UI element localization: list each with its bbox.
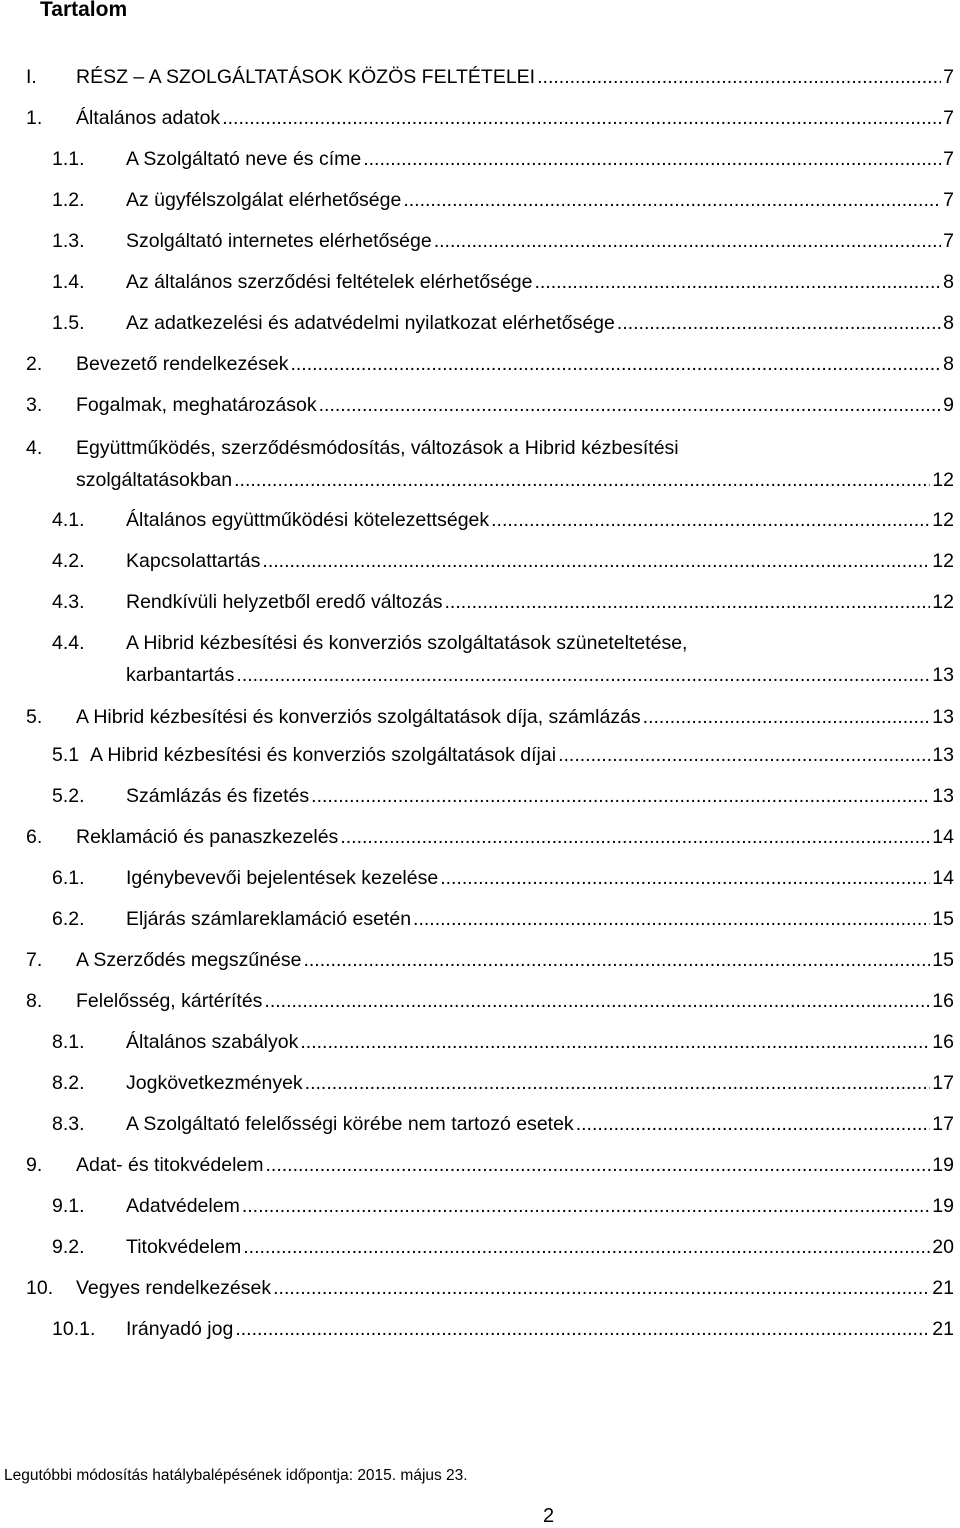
dot-leader: [643, 697, 931, 738]
toc-entry[interactable]: [26, 139, 954, 180]
dot-leader: [300, 1022, 930, 1063]
footer-note: Legutóbbi módosítás hatálybalépésének időpontja: 2015. május 23.: [4, 1467, 468, 1484]
toc-entry-title: Felelősség, kártérítés: [76, 990, 263, 1012]
toc-entry[interactable]: [26, 899, 954, 940]
toc-entry-title: A Hibrid kézbesítési és konverziós szolgáltatások díja, számlázás: [76, 706, 641, 728]
page-title: Tartalom: [40, 0, 128, 21]
dot-leader: [491, 500, 930, 541]
toc-entry-number: 6.1.: [52, 867, 85, 889]
toc-entry[interactable]: [26, 428, 954, 498]
dot-leader: [266, 1145, 931, 1186]
toc-entry-number: 4.3.: [52, 591, 85, 613]
toc-entry-page: 13: [932, 664, 954, 686]
toc-entry[interactable]: [26, 735, 954, 776]
toc-entry-page: 7: [943, 230, 954, 252]
toc-entry[interactable]: [26, 1022, 954, 1063]
toc-entry-page: 9: [943, 394, 954, 416]
toc-entry-title: Reklamáció és panaszkezelés: [76, 826, 339, 848]
dot-leader: [434, 221, 941, 262]
dot-leader: [305, 1063, 931, 1104]
toc-entry[interactable]: [26, 1309, 954, 1350]
toc-entry-title: Az adatkezelési és adatvédelmi nyilatkozat elérhetősége: [126, 312, 615, 334]
toc-entry-number: 10.1.: [52, 1318, 96, 1340]
toc-entry-title: Adat- és titokvédelem: [76, 1154, 264, 1176]
toc-entry-title: Vegyes rendelkezések: [76, 1277, 272, 1299]
toc-entry-number: 4.2.: [52, 550, 85, 572]
toc-entry-page: 8: [943, 353, 954, 375]
dot-leader: [262, 541, 930, 582]
toc-entry-title: Együttműködés, szerződésmódosítás, változások a Hibrid kézbesítési: [76, 437, 679, 459]
dot-leader: [242, 1186, 930, 1227]
toc-entry-number: 1.5.: [52, 312, 85, 334]
toc-entry-title: Igénybevevői bejelentések kezelése: [126, 867, 439, 889]
toc-entry-number: 8.3.: [52, 1113, 85, 1135]
toc-entry-number: 10.: [26, 1277, 54, 1299]
dot-leader: [290, 344, 941, 385]
dot-leader: [243, 1227, 930, 1268]
toc-entry-number: 1.3.: [52, 230, 85, 252]
dot-leader: [403, 180, 941, 221]
toc-entry-page: 20: [932, 1236, 954, 1258]
dot-leader: [236, 659, 930, 691]
toc-entry[interactable]: [26, 817, 954, 858]
dot-leader: [413, 899, 930, 940]
dot-leader: [445, 582, 931, 623]
toc-entry-page: 12: [932, 550, 954, 572]
toc-entry-number: 4.4.: [52, 632, 85, 654]
toc-entry-title: Irányadó jog: [126, 1318, 234, 1340]
toc-entry[interactable]: [26, 500, 954, 541]
toc-entry-title: A Szerződés megszűnése: [76, 949, 302, 971]
toc-entry[interactable]: [26, 180, 954, 221]
dot-leader: [319, 385, 942, 426]
toc-entry[interactable]: [26, 344, 954, 385]
toc-entry-title: Bevezető rendelkezések: [76, 353, 289, 375]
dot-leader: [363, 139, 941, 180]
toc-entry-number: 4.: [26, 437, 43, 459]
toc-entry-page: 12: [932, 509, 954, 531]
dot-leader: [537, 57, 941, 98]
toc-entry-title: Számlázás és fizetés: [126, 785, 310, 807]
toc-entry-page: 8: [943, 312, 954, 334]
dot-leader: [264, 981, 930, 1022]
toc-entry[interactable]: [26, 697, 954, 738]
toc-entry-page: 12: [932, 469, 954, 491]
toc-entry[interactable]: [26, 1227, 954, 1268]
toc-entry-number: 1.1.: [52, 148, 85, 170]
toc-entry-title: RÉSZ – A SZOLGÁLTATÁSOK KÖZÖS FELTÉTELEI: [76, 66, 536, 88]
toc-entry-title: Általános együttműködési kötelezettségek: [126, 509, 490, 531]
dot-leader: [617, 303, 941, 344]
dot-leader: [535, 262, 942, 303]
toc-entry-number: 9.2.: [52, 1236, 85, 1258]
toc-entry-title: Adatvédelem: [126, 1195, 240, 1217]
toc-entry[interactable]: [26, 57, 954, 98]
dot-leader: [311, 776, 930, 817]
toc-entry[interactable]: [26, 582, 954, 623]
toc-entry-title: A Hibrid kézbesítési és konverziós szolgáltatások szüneteltetése,: [126, 632, 688, 654]
toc-entry-title: Szolgáltató internetes elérhetősége: [126, 230, 432, 252]
dot-leader: [234, 464, 930, 496]
toc-entry-number: 6.2.: [52, 908, 85, 930]
toc-entry-number: 7.: [26, 949, 43, 971]
toc-entry-page: 8: [943, 271, 954, 293]
toc-entry-page: 16: [932, 1031, 954, 1053]
toc-entry-number: 9.: [26, 1154, 43, 1176]
toc-entry-title: Általános adatok: [76, 107, 221, 129]
toc-entry-page: 14: [932, 867, 954, 889]
toc-entry-title: Rendkívüli helyzetből eredő változás: [126, 591, 443, 613]
toc-entry-page: 21: [932, 1277, 954, 1299]
dot-leader: [558, 735, 930, 776]
toc-entry[interactable]: [26, 1104, 954, 1145]
toc-entry-page: 15: [932, 949, 954, 971]
toc-entry-page: 19: [932, 1195, 954, 1217]
toc-entry[interactable]: [26, 623, 954, 693]
toc-entry[interactable]: [26, 1186, 954, 1227]
dot-leader: [222, 98, 941, 139]
toc-entry-title: A Szolgáltató felelősségi körébe nem tartozó esetek: [126, 1113, 574, 1135]
toc-entry-title: Fogalmak, meghatározások: [76, 394, 317, 416]
toc-entry-page: 21: [932, 1318, 954, 1340]
toc-entry-page: 13: [932, 706, 954, 728]
toc-entry-title: Jogkövetkezmények: [126, 1072, 303, 1094]
toc-entry-title: A Hibrid kézbesítési és konverziós szolgáltatások díjai: [90, 744, 557, 766]
toc-entry-number: 9.1.: [52, 1195, 85, 1217]
toc-entry-title: Titokvédelem: [126, 1236, 242, 1258]
toc-entry-title: Általános szabályok: [126, 1031, 299, 1053]
toc-entry-page: 17: [932, 1113, 954, 1135]
toc-entry-number: 3.: [26, 394, 43, 416]
toc-entry-page: 13: [932, 744, 954, 766]
toc-entry-number: 1.: [26, 107, 43, 129]
toc-entry-number: 2.: [26, 353, 43, 375]
toc-entry-number: 1.4.: [52, 271, 85, 293]
toc-entry-number: 1.2.: [52, 189, 85, 211]
page-number: 2: [543, 1505, 555, 1527]
toc-entry-number: 8.: [26, 990, 43, 1012]
toc-entry-title-continued: szolgáltatásokban: [76, 469, 233, 491]
toc-entry-page: 14: [932, 826, 954, 848]
toc-entry-number: 5.2.: [52, 785, 85, 807]
toc-entry[interactable]: [26, 385, 954, 426]
toc-entry-title: Az általános szerződési feltételek elérhetősége: [126, 271, 533, 293]
toc-entry-page: 16: [932, 990, 954, 1012]
toc-entry-number: 5.1: [52, 744, 80, 766]
toc-entry[interactable]: [26, 858, 954, 899]
toc-entry[interactable]: [26, 981, 954, 1022]
toc-entry-number: 8.1.: [52, 1031, 85, 1053]
toc-entry[interactable]: [26, 262, 954, 303]
dot-leader: [303, 940, 930, 981]
toc-entry[interactable]: [26, 776, 954, 817]
toc-entry-number: I.: [26, 66, 37, 88]
toc-entry-page: 12: [932, 591, 954, 613]
toc-entry[interactable]: [26, 221, 954, 262]
dot-leader: [440, 858, 930, 899]
dot-leader: [340, 817, 930, 858]
toc-entry[interactable]: [26, 541, 954, 582]
toc-entry[interactable]: [26, 303, 954, 344]
toc-entry-page: 13: [932, 785, 954, 807]
toc-entry[interactable]: [26, 1268, 954, 1309]
dot-leader: [273, 1268, 930, 1309]
toc-entry-title: A Szolgáltató neve és címe: [126, 148, 362, 170]
toc-entry-page: 19: [932, 1154, 954, 1176]
toc-entry-page: 7: [943, 148, 954, 170]
toc-entry-title: Eljárás számlareklamáció esetén: [126, 908, 412, 930]
toc-entry-number: 5.: [26, 706, 43, 728]
toc-entry-page: 15: [932, 908, 954, 930]
toc-entry-number: 8.2.: [52, 1072, 85, 1094]
toc-entry-page: 7: [943, 66, 954, 88]
dot-leader: [235, 1309, 930, 1350]
dot-leader: [576, 1104, 931, 1145]
toc-entry-page: 17: [932, 1072, 954, 1094]
toc-entry-page: 7: [943, 107, 954, 129]
toc-entry-page: 7: [943, 189, 954, 211]
toc-entry-title: Az ügyfélszolgálat elérhetősége: [126, 189, 402, 211]
toc-entry[interactable]: [26, 940, 954, 981]
toc-entry-number: 6.: [26, 826, 43, 848]
toc-entry-title: Kapcsolattartás: [126, 550, 261, 572]
toc-entry-title-continued: karbantartás: [126, 664, 235, 686]
toc-entry[interactable]: [26, 98, 954, 139]
toc-entry-number: 4.1.: [52, 509, 85, 531]
toc-entry[interactable]: [26, 1063, 954, 1104]
toc-entry[interactable]: [26, 1145, 954, 1186]
